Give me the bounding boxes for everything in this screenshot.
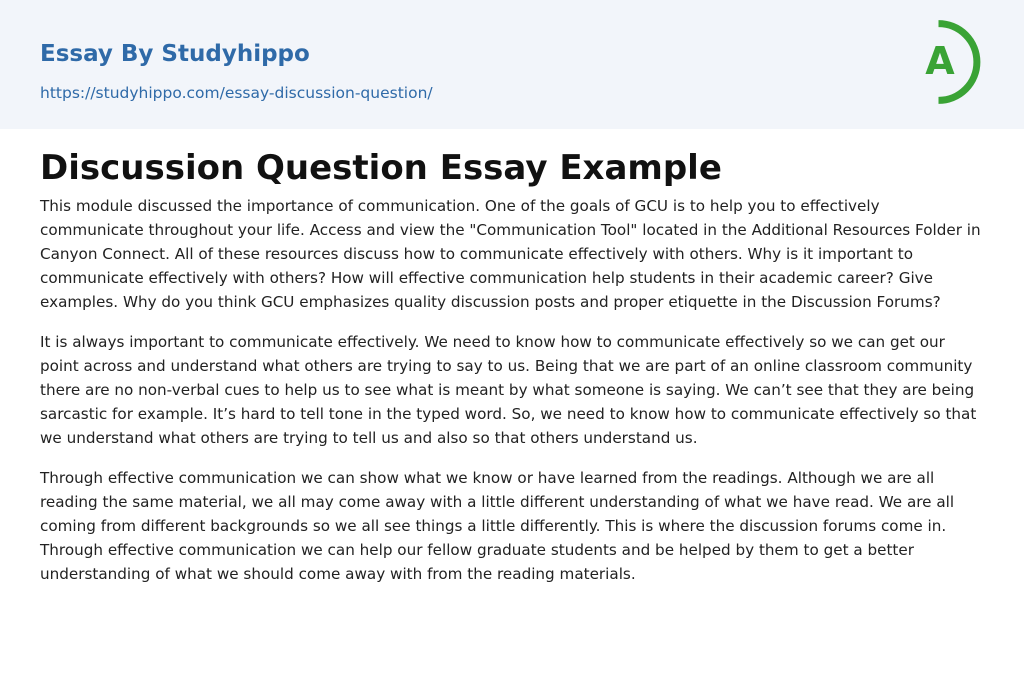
logo-letter: A bbox=[925, 39, 955, 83]
site-header bbox=[0, 0, 1024, 129]
studyhippo-logo-icon[interactable] bbox=[912, 19, 986, 105]
brand-title[interactable]: Essay By Studyhippo bbox=[40, 41, 310, 67]
page-title: Discussion Question Essay Example bbox=[40, 148, 722, 188]
essay-paragraph: Through effective communication we can show what we know or have learned from the readings. Although we are all reading the same material, we all may come away with a little different understanding of what we have read. We are all coming from different backgrounds so we all see things a little differently. This is where the discussion forums come in. Through effective communication we can help our fellow graduate students and be helped by them to get a better understanding of what we should come away with from the reading materials. bbox=[40, 469, 955, 583]
essay-paragraph: It is always important to communicate effectively. We need to know how to communicate effectively so we can get our point across and understand what others are trying to say to us. Being that we are part of an online classroom community there are no non-verbal cues to help us to see what is meant by what someone is saying. We can’t see that they are being sarcastic for example. It’s hard to tell tone in the typed word. So, we need to know how to communicate effectively so that we understand what others are trying to tell us and also so that others understand us. bbox=[40, 333, 977, 447]
article bbox=[0, 129, 1024, 586]
essay-paragraph: This module discussed the importance of communication. One of the goals of GCU is to help you to effectively communicate throughout your life. Access and view the "Communication Tool" located in the Additional Resources Folder in Canyon Connect. All of these resources discuss how to communicate effectively with others. Why is it important to communicate effectively with others? How will effective communication help students in their academic career? Give examples. Why do you think GCU emphasizes quality discussion posts and proper etiquette in the Discussion Forums? bbox=[40, 197, 981, 311]
source-url-link[interactable]: https://studyhippo.com/essay-discussion-question/ bbox=[40, 84, 433, 102]
